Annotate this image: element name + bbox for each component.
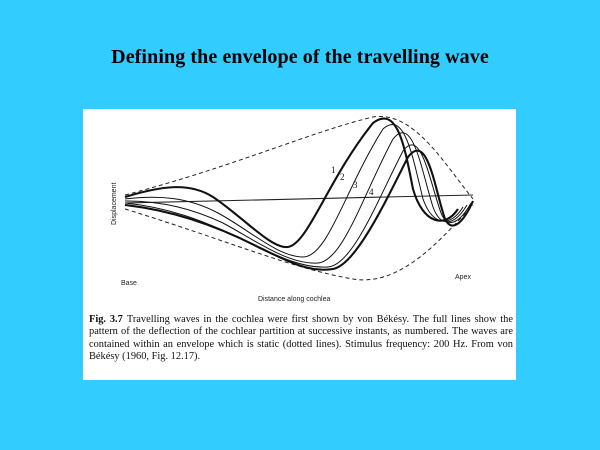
caption-number: Fig. 3.7 — [89, 314, 123, 325]
curve-number-3: 3 — [353, 180, 358, 190]
wave-curve-2 — [125, 124, 463, 257]
travelling-wave-diagram — [83, 109, 516, 314]
curve-number-2: 2 — [340, 172, 345, 182]
figure-caption — [89, 314, 513, 364]
slide-title: Defining the envelope of the travelling wave — [111, 46, 489, 68]
caption-text: Travelling waves in the cochlea were first shown by von Békésy. The full lines show the pattern of the deflection of the cochlear partition at successive instants, as numbered. The waves are contained within an envelope which is static (dotted lines). Stimulus frequency: 200 Hz. From von Békésy (1960, Fig. 12.17). — [89, 314, 513, 363]
apex-label: Apex — [455, 274, 471, 281]
curve-number-4: 4 — [369, 187, 374, 197]
wave-curve-5 — [125, 151, 473, 270]
curve-number-1: 1 — [331, 165, 336, 175]
y-axis-label: Displacement — [111, 182, 118, 225]
figure-panel — [83, 109, 516, 380]
x-axis-label: Distance along cochlea — [258, 296, 331, 303]
base-label: Base — [121, 280, 137, 287]
wave-curve-1 — [125, 119, 458, 248]
envelope-lower — [125, 205, 473, 280]
